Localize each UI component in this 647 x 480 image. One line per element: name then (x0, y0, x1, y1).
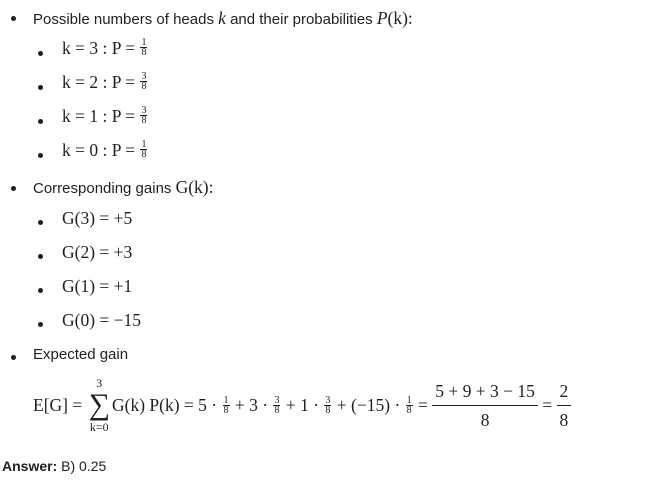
prob-P: P = (111, 140, 136, 160)
prob-P: P = (111, 72, 136, 92)
prob-fraction (140, 38, 147, 57)
prob-P: P = (111, 38, 136, 58)
bullet-prob-1 (38, 119, 43, 124)
fraction-denominator: 8 (274, 404, 280, 416)
gain-item-0: G(0) = −15 (62, 310, 142, 330)
fraction-numerator: 3 (141, 105, 147, 117)
sum-fraction (432, 379, 538, 432)
bullet-gain-0 (38, 322, 43, 327)
intro-and-text: and their probabilities (230, 11, 373, 28)
answer-value: B) 0.25 (61, 458, 107, 474)
fraction-denominator: 8 (141, 47, 147, 59)
fraction-numerator: 3 (274, 394, 280, 406)
expected-lhs: E[G] = (33, 395, 83, 416)
prob-lhs: k = 2 : (62, 72, 108, 92)
bullet-gain-2 (38, 254, 43, 259)
term-3: + 1 · (285, 395, 320, 416)
fraction-numerator: 3 (325, 394, 331, 406)
fraction-numerator: 1 (406, 394, 412, 406)
prob-lhs: k = 1 : (62, 106, 108, 126)
fraction-numerator: 1 (223, 394, 229, 406)
prob-item-3 (62, 38, 148, 59)
gains-intro-math: G(k): (175, 177, 214, 197)
intro-var-P: P (376, 8, 388, 28)
term-4: + (−15) · (336, 395, 401, 416)
sum-lower-limit: k=0 (89, 420, 109, 434)
fraction-denominator: 8 (141, 149, 147, 161)
prob-fraction (140, 106, 147, 125)
gains-intro-text: Corresponding gains (33, 180, 172, 197)
fraction-numerator: 1 (141, 37, 147, 49)
term-2: + 3 · (234, 395, 269, 416)
fraction-numerator: 2 (557, 379, 572, 406)
sigma-symbol: ∑ (88, 388, 110, 421)
answer-label: Answer: (2, 458, 58, 474)
term-fraction-2 (273, 396, 280, 415)
sum-upper-limit: 3 (96, 376, 103, 390)
prob-item-2 (62, 72, 148, 93)
prob-lhs: k = 0 : (62, 140, 108, 160)
fraction-numerator: 5 + 9 + 3 − 15 (432, 379, 538, 406)
bullet-gain-3 (38, 220, 43, 225)
bullet-prob-3 (38, 51, 43, 56)
summand: G(k) P(k) = 5 · (112, 395, 218, 416)
prob-lhs: k = 3 : (62, 38, 108, 58)
intro-text: Possible numbers of heads (33, 11, 214, 28)
fraction-denominator: 8 (325, 404, 331, 416)
fraction-denominator: 8 (141, 81, 147, 93)
answer-line (2, 458, 106, 474)
result-fraction (557, 379, 572, 432)
prob-item-1 (62, 106, 148, 127)
gains-intro-line (33, 177, 214, 198)
expected-equation (33, 378, 571, 436)
prob-fraction (140, 140, 147, 159)
bullet-intro (11, 16, 16, 21)
summation (89, 376, 110, 434)
intro-var-k: k (218, 8, 226, 28)
gain-item-3: G(3) = +5 (62, 208, 133, 228)
intro-var-P-arg: (k): (387, 8, 413, 28)
fraction-denominator: 8 (141, 115, 147, 127)
fraction-numerator: 3 (141, 71, 147, 83)
bullet-prob-2 (38, 85, 43, 90)
term-fraction-1 (223, 396, 230, 415)
bullet-gain-1 (38, 288, 43, 293)
term-fraction-3 (324, 396, 331, 415)
equals-sign: = (542, 395, 553, 416)
gain-item-1: G(1) = +1 (62, 276, 133, 296)
fraction-denominator: 8 (223, 404, 229, 416)
fraction-denominator: 8 (480, 409, 490, 430)
gain-item-2: G(2) = +3 (62, 242, 133, 262)
prob-P: P = (111, 106, 136, 126)
prob-item-0 (62, 140, 148, 161)
term-fraction-4 (406, 396, 413, 415)
intro-line (33, 8, 413, 29)
bullet-expected (11, 355, 16, 360)
bullet-prob-0 (38, 153, 43, 158)
fraction-denominator: 8 (406, 404, 412, 416)
expected-label: Expected gain (33, 346, 129, 363)
fraction-numerator: 1 (141, 139, 147, 151)
bullet-gains (11, 186, 16, 191)
prob-fraction (140, 72, 147, 91)
fraction-denominator: 8 (559, 409, 569, 430)
equals-sign: = (418, 395, 428, 416)
